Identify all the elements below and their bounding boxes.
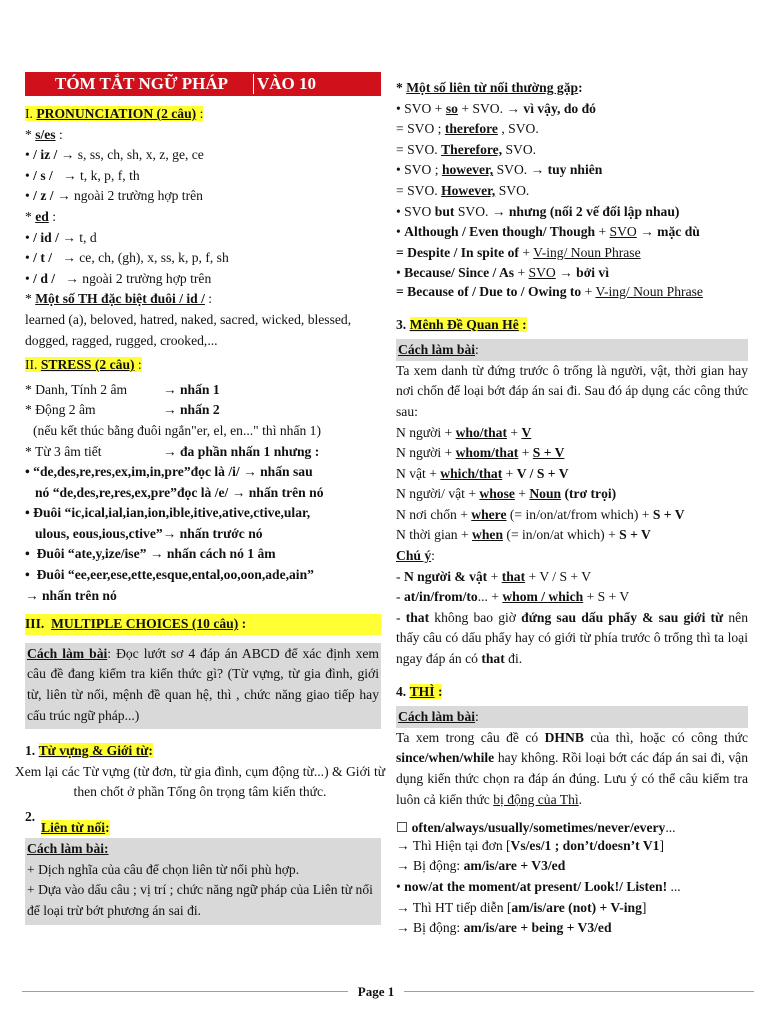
list-item: • / iz / → s, ss, ch, sh, x, z, ge, ce [25,147,204,163]
list-item: • / z / → ngoài 2 trường hợp trên [25,188,203,204]
page-title: TÓM TẮT NGỮ PHÁP [55,74,228,93]
footer-line-right [404,991,754,992]
section-tenses: 4. THÌ : Cách làm bài: Ta xem trong câu đề có DHNB của thì, hoặc có công thức since/when/while hay không. Rồi loại bớt các đáp án sai đi, vận dụng kiến thức chọn ra đáp án đúng. Lưu ý có thể câu kiểm tra luôn cả kiến thức bị động của Thì. ☐ often/always/usually/sometimes/never/every... → Thì Hiện tại đơn [Vs/es/1 ; don’t/doesn’t V1] → Bị động: am/is/are + V3/ed • now/at the moment/at present/ Look!/ Listen! ... → Thì HT tiếp diễn [am/is/are (not) + V-ing] → Bị động: am/is/are + being + V3/ed [396,683,748,936]
list-item: • / s / → t, k, p, f, th [25,167,140,183]
left-column [14,72,386,925]
method-box: Cách làm bài: Đọc lướt sơ 4 đáp án ABCD để xác định xem câu đề đang kiểm tra kiến thức gì? (Từ vựng, từ gia đình, giới từ, liên từ nối, mệnh đề quan hệ, thì , chức năng giao tiếp hay cấu trúc ngữ pháp...) [25,643,381,729]
footer-line-left [22,991,348,992]
right-column [396,78,748,939]
checkbox-icon: ☐ [396,820,409,836]
page-title-bar [25,72,381,96]
page-number: Page 1 [357,984,395,999]
list-item: • / id / → t, d [25,229,97,245]
list-item: • / d / → ngoài 2 trường hợp trên [25,270,212,286]
section-stress: II. STRESS (2 câu) : * Danh, Tính 2 âm → nhấn 1 * Động 2 âm → nhấn 2 (nếu kết thúc bằng đuôi ngắn"er, el, en..." thì nhấn 1) * Từ 3 âm tiết → đa phần nhấn 1 nhưng : • “de,des,re,res,ex,im,in,pre”đọc là /i/ → nhấn sau nó “de,des,re,res,ex,pre”đọc là /e/ → nhấn trên nó • Đuôi “ic,ical,ial,ian,ion,ible,itive,ative,ctive,ular, ulous, eous,ious,ctive”→ nhấn trước nó • Đuôi “ate,y,ize/ise” → nhấn cách nó 1 âm • Đuôi “ee,eer,ese,ette,esque,ental,oo,oon,ade,ain” → nhấn trên nó [25,355,381,606]
section-multiple-choices: III. MULTIPLE CHOICES (10 câu) : Cách làm bài: Đọc lướt sơ 4 đáp án ABCD để xác định xem câu đề đang kiểm tra kiến thức gì? (Từ vựng, từ gia đình, giới từ, liên từ nối, mệnh đề quan hệ, thì , chức năng giao tiếp hay cấu trúc ngữ pháp...) 1. Từ vựng & Giới từ: Xem lại các Từ vựng (từ đơn, từ gia đình, cụm động từ...) & Giới từ then chốt ở phần Tổng ôn trọng tâm kiến thức. 2. Liên từ nối: Cách làm bài: + Dịch nghĩa của câu để chọn liên từ nối phù hợp. + Dựa vào dấu câu ; vị trí ; chức năng ngữ pháp của Liên từ nối để loại trừ bớt phương án sai đi. [25,614,381,924]
section-heading-stress: II. STRESS (2 câu) : [25,357,142,373]
section-conjunctions: * Một số liên từ nối thường gặp: • SVO + so + SVO. → vì vậy, do đó = SVO ; therefore , SVO. = SVO. Therefore, SVO. • SVO ; however, SVO. → tuy nhiên = SVO. However, SVO. • SVO but SVO. → nhưng (nối 2 vế đối lập nhau) • Although / Even though/ Though + SVO → mặc dù = Despite / In spite of + V-ing/ Noun Phrase • Because/ Since / As + SVO → bởi vì = Because of / Due to / Owing to + V-ing/ Noun Phrase [396,80,703,299]
section-heading-pronunciation: I. PRONUNCIATION (2 câu) : [25,106,204,121]
page-title-tail: VÀO 10 [257,74,317,93]
method-box-conjunction: Cách làm bài: + Dịch nghĩa của câu để chọn liên từ nối phù hợp. + Dựa vào dấu câu ; vị trí ; chức năng ngữ pháp của Liên từ nối để loại trừ bớt phương án sai đi. [25,838,381,924]
list-item: • / t / → ce, ch, (gh), x, ss, k, p, f, sh [25,250,229,266]
special-words: learned (a), beloved, hatred, naked, sacred, wicked, blessed, dogged, ragged, rugged, crooked,... [25,311,352,348]
section-pronunciation: I. PRONUNCIATION (2 câu) : * s/es : • / iz / → s, ss, ch, sh, x, z, ge, ce • / s / → t, k, p, f, th • / z / → ngoài 2 trường hợp trên * ed : • / id / → t, d • / t / → ce, ch, (gh), x, ss, k, p, f, sh • / d / → ngoài 2 trường hợp trên * Một số TH đặc biệt đuôi / id / : learned (a), beloved, hatred, naked, sacred, wicked, blessed, dogged, ragged, rugged, crooked,... [25,104,381,351]
title-divider [253,74,254,94]
section-relative-clauses: 3. Mênh Đề Quan Hê : Cách làm bài: Ta xem danh từ đứng trước ô trống là người, vật, thời gian hay nơi chốn để loại bớt đáp án sai đi. Sau đó áp dụng các công thức sau: N người + who/that + V N người + whom/that + S + V N vật + which/that + V / S + V N người/ vật + whose + Noun (trơ trọi) N nơi chốn + where (= in/on/at/from which) + S + V N thời gian + when (= in/on/at which) + S + V Chú ý: - N người & vật + that + V / S + V - at/in/from/to... + whom / which + S + V - that không bao giờ đứng sau dấu phẩy & sau giới từ nên thấy câu có dấu phẩy hay có giới từ phía trước ô trống thì ta loại ngay đáp án có that đi. [396,316,749,667]
section-heading-multiple-choices: III. MULTIPLE CHOICES (10 câu) : [25,614,381,635]
